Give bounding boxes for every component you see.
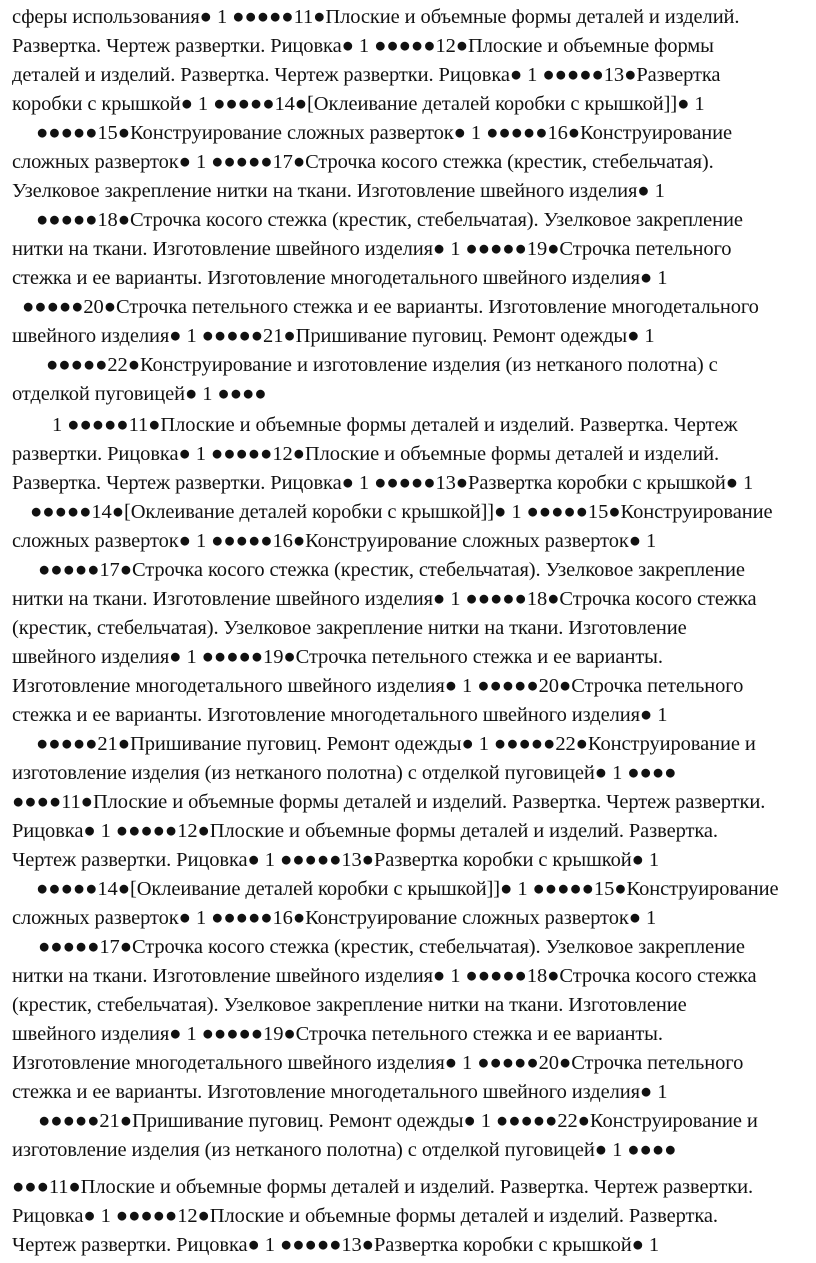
text-line: (крестик, стебельчатая). Узелковое закрепление нитки на ткани. Изготовление xyxy=(12,617,687,639)
text-line: Изготовление многодетального швейного изделия● 1 ●●●●●20●Строчка петельного xyxy=(12,675,744,697)
text-line: развертки. Рицовка● 1 ●●●●●12●Плоские и объемные формы деталей и изделий. xyxy=(12,443,719,465)
text-line: коробки с крышкой● 1 ●●●●●14●[Оклеивание деталей коробки с крышкой]]● 1 xyxy=(12,93,705,115)
text-line: отделкой пуговицей● 1 ●●●● xyxy=(12,383,267,405)
text-line: нитки на ткани. Изготовление швейного изделия● 1 ●●●●●18●Строчка косого стежка xyxy=(12,588,757,610)
text-line: ●●●●●18●Строчка косого стежка (крестик, стебельчатая). Узелковое закрепление xyxy=(36,209,743,231)
text-line: нитки на ткани. Изготовление швейного изделия● 1 ●●●●●18●Строчка косого стежка xyxy=(12,965,757,987)
text-line: стежка и ее варианты. Изготовление многодетального швейного изделия● 1 xyxy=(12,1081,668,1103)
text-line: Развертка. Чертеж развертки. Рицовка● 1 ●●●●●13●Развертка коробки с крышкой● 1 xyxy=(12,472,754,494)
text-line: швейного изделия● 1 ●●●●●19●Строчка петельного стежка и ее варианты. xyxy=(12,646,663,668)
text-line: ●●●●11●Плоские и объемные формы деталей и изделий. Развертка. Чертеж развертки. xyxy=(12,791,766,813)
text-line: ●●●●●15●Конструирование сложных разверток● 1 ●●●●●16●Конструирование xyxy=(36,122,732,144)
text-line: ●●●●●14●[Оклеивание деталей коробки с крышкой]]● 1 ●●●●●15●Конструирование xyxy=(36,878,779,900)
text-line: сложных разверток● 1 ●●●●●16●Конструирование сложных разверток● 1 xyxy=(12,907,657,929)
text-line: сложных разверток● 1 ●●●●●17●Строчка косого стежка (крестик, стебельчатая). xyxy=(12,151,714,173)
text-line: швейного изделия● 1 ●●●●●19●Строчка петельного стежка и ее варианты. xyxy=(12,1023,663,1045)
text-line: стежка и ее варианты. Изготовление многодетального швейного изделия● 1 xyxy=(12,267,668,289)
text-line: ●●●●●17●Строчка косого стежка (крестик, стебельчатая). Узелковое закрепление xyxy=(38,936,745,958)
text-line: ●●●●●14●[Оклеивание деталей коробки с крышкой]]● 1 ●●●●●15●Конструирование xyxy=(30,501,773,523)
text-line: ●●●●●22●Конструирование и изготовление изделия (из нетканого полотна) с xyxy=(46,354,718,376)
text-line: ●●●●●21●Пришивание пуговиц. Ремонт одежды● 1 ●●●●●22●Конструирование и xyxy=(38,1110,758,1132)
text-line: Узелковое закрепление нитки на ткани. Изготовление швейного изделия● 1 xyxy=(12,180,665,202)
text-line: деталей и изделий. Развертка. Чертеж развертки. Рицовка● 1 ●●●●●13●Развертка xyxy=(12,64,721,86)
text-line: изготовление изделия (из нетканого полотна) с отделкой пуговицей● 1 ●●●● xyxy=(12,1139,677,1161)
text-line: ●●●●●17●Строчка косого стежка (крестик, стебельчатая). Узелковое закрепление xyxy=(38,559,745,581)
text-line: Развертка. Чертеж развертки. Рицовка● 1 ●●●●●12●Плоские и объемные формы xyxy=(12,35,714,57)
text-line: Рицовка● 1 ●●●●●12●Плоские и объемные формы деталей и изделий. Развертка. xyxy=(12,820,718,842)
text-line: Изготовление многодетального швейного изделия● 1 ●●●●●20●Строчка петельного xyxy=(12,1052,744,1074)
text-line: сферы использования● 1 ●●●●●11●Плоские и объемные формы деталей и изделий. xyxy=(12,6,740,28)
text-line: нитки на ткани. Изготовление швейного изделия● 1 ●●●●●19●Строчка петельного xyxy=(12,238,732,260)
text-line: изготовление изделия (из нетканого полотна) с отделкой пуговицей● 1 ●●●● xyxy=(12,762,677,784)
text-line: ●●●●●20●Строчка петельного стежка и ее варианты. Изготовление многодетального xyxy=(22,296,759,318)
text-line: сложных разверток● 1 ●●●●●16●Конструирование сложных разверток● 1 xyxy=(12,530,657,552)
text-line: стежка и ее варианты. Изготовление многодетального швейного изделия● 1 xyxy=(12,704,668,726)
text-line: (крестик, стебельчатая). Узелковое закрепление нитки на ткани. Изготовление xyxy=(12,994,687,1016)
text-line: Рицовка● 1 ●●●●●12●Плоские и объемные формы деталей и изделий. Развертка. xyxy=(12,1205,718,1227)
text-line: Чертеж развертки. Рицовка● 1 ●●●●●13●Развертка коробки с крышкой● 1 xyxy=(12,1234,660,1256)
text-line: ●●●●●21●Пришивание пуговиц. Ремонт одежды● 1 ●●●●●22●Конструирование и xyxy=(36,733,756,755)
text-line: швейного изделия● 1 ●●●●●21●Пришивание пуговиц. Ремонт одежды● 1 xyxy=(12,325,655,347)
text-line: ●●●11●Плоские и объемные формы деталей и изделий. Развертка. Чертеж развертки. xyxy=(12,1176,753,1198)
text-line: 1 ●●●●●11●Плоские и объемные формы деталей и изделий. Развертка. Чертеж xyxy=(52,414,738,436)
text-line: Чертеж развертки. Рицовка● 1 ●●●●●13●Развертка коробки с крышкой● 1 xyxy=(12,849,660,871)
